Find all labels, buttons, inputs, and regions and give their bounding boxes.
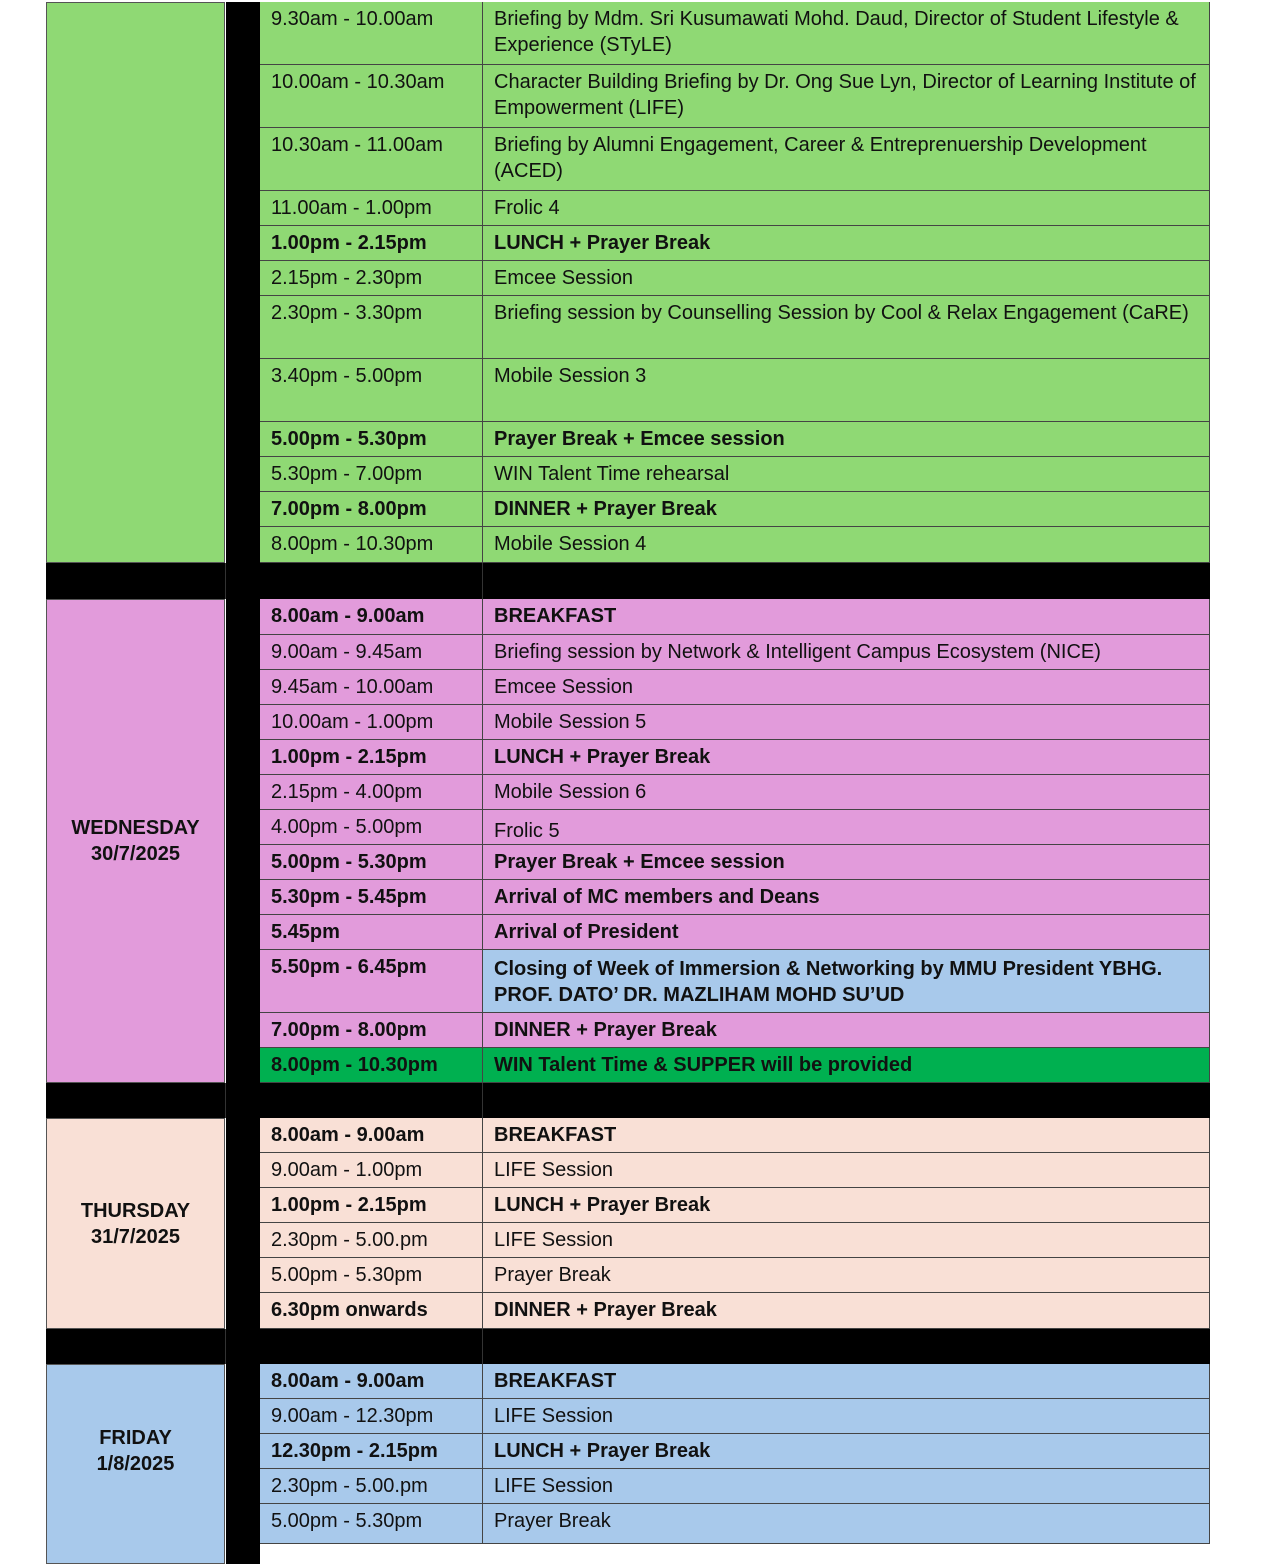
table-row — [260, 1434, 1210, 1469]
table-row — [260, 775, 1210, 810]
time-cell: 9.00am - 1.00pm — [260, 1153, 483, 1187]
table-row — [260, 296, 1210, 359]
table-row — [260, 1153, 1210, 1188]
time-cell: 9.00am - 12.30pm — [260, 1399, 483, 1433]
time-cell: 9.45am - 10.00am — [260, 670, 483, 704]
activity-cell: Briefing session by Network & Intelligent Campus Ecosystem (NICE) — [483, 635, 1210, 669]
time-cell: 8.00pm - 10.30pm — [260, 527, 483, 562]
table-row — [260, 705, 1210, 740]
activity-cell: WIN Talent Time & SUPPER will be provided — [483, 1048, 1210, 1082]
activity-cell: Prayer Break + Emcee session — [483, 845, 1210, 879]
time-cell: 9.30am - 10.00am — [260, 2, 483, 64]
activity-cell: Arrival of President — [483, 915, 1210, 949]
table-row — [260, 1188, 1210, 1223]
time-cell: 8.00am - 9.00am — [260, 1118, 483, 1152]
time-cell: 6.30pm onwards — [260, 1293, 483, 1328]
time-cell: 2.30pm - 5.00.pm — [260, 1469, 483, 1503]
activity-cell: LUNCH + Prayer Break — [483, 1188, 1210, 1222]
activity-cell: BREAKFAST — [483, 1118, 1210, 1152]
activity-cell: Prayer Break — [483, 1504, 1210, 1543]
table-row — [260, 1364, 1210, 1399]
time-cell: 2.15pm - 4.00pm — [260, 775, 483, 809]
day-date: 30/7/2025 — [91, 843, 180, 865]
time-cell: 5.00pm - 5.30pm — [260, 422, 483, 456]
day-block-thursday — [46, 1118, 1210, 1329]
black-strip — [226, 599, 260, 1083]
day-label: THURSDAY — [80, 1199, 191, 1222]
table-row — [260, 915, 1210, 950]
table-row — [260, 2, 1210, 65]
table-row — [260, 1504, 1210, 1544]
table-row — [260, 880, 1210, 915]
time-cell: 8.00am - 9.00am — [260, 599, 483, 634]
table-row — [260, 527, 1210, 563]
activity-cell: LUNCH + Prayer Break — [483, 740, 1210, 774]
time-cell: 1.00pm - 2.15pm — [260, 226, 483, 260]
time-cell: 11.00am - 1.00pm — [260, 191, 483, 225]
time-cell: 7.00pm - 8.00pm — [260, 492, 483, 526]
activity-cell: Briefing session by Counselling Session by Cool & Relax Engagement (CaRE) — [483, 296, 1210, 358]
time-cell: 1.00pm - 2.15pm — [260, 740, 483, 774]
activity-cell: DINNER + Prayer Break — [483, 492, 1210, 526]
time-cell: 5.30pm - 5.45pm — [260, 880, 483, 914]
table-row — [260, 1399, 1210, 1434]
table-row — [260, 492, 1210, 527]
table-row — [260, 810, 1210, 845]
time-cell: 10.00am - 1.00pm — [260, 705, 483, 739]
table-row — [260, 457, 1210, 492]
activity-cell: Briefing by Mdm. Sri Kusumawati Mohd. Daud, Director of Student Lifestyle & Experience (STyLE) — [483, 2, 1210, 64]
time-cell: 5.45pm — [260, 915, 483, 949]
time-cell: 5.30pm - 7.00pm — [260, 457, 483, 491]
table-row — [260, 599, 1210, 635]
activity-cell: Emcee Session — [483, 670, 1210, 704]
time-cell: 1.00pm - 2.15pm — [260, 1188, 483, 1222]
day-cell — [46, 1364, 225, 1564]
black-strip — [226, 1364, 260, 1564]
day-separator — [46, 1083, 1210, 1118]
activity-cell: Prayer Break + Emcee session — [483, 422, 1210, 456]
activity-cell: BREAKFAST — [483, 599, 1210, 634]
table-row — [260, 422, 1210, 457]
day-label: WEDNESDAY — [71, 817, 200, 839]
time-cell: 2.30pm - 3.30pm — [260, 296, 483, 358]
day-cell — [46, 2, 225, 563]
table-row — [260, 845, 1210, 880]
time-cell: 9.00am - 9.45am — [260, 635, 483, 669]
time-cell: 3.40pm - 5.00pm — [260, 359, 483, 421]
time-cell: 12.30pm - 2.15pm — [260, 1434, 483, 1468]
table-row — [260, 65, 1210, 128]
table-row — [260, 1293, 1210, 1329]
activity-cell: Prayer Break — [483, 1258, 1210, 1292]
activity-cell: Character Building Briefing by Dr. Ong Sue Lyn, Director of Learning Institute of Empowerment (LIFE) — [483, 65, 1210, 127]
time-cell: 10.00am - 10.30am — [260, 65, 483, 127]
day-date: 1/8/2025 — [96, 1453, 175, 1475]
table-row — [260, 191, 1210, 226]
time-cell: 5.00pm - 5.30pm — [260, 1504, 483, 1543]
time-cell: 4.00pm - 5.00pm — [260, 810, 483, 844]
activity-cell: Emcee Session — [483, 261, 1210, 295]
table-row — [260, 1223, 1210, 1258]
time-cell: 10.30am - 11.00am — [260, 128, 483, 190]
time-cell: 8.00am - 9.00am — [260, 1364, 483, 1398]
table-row — [260, 1258, 1210, 1293]
activity-cell: LIFE Session — [483, 1153, 1210, 1187]
activity-cell: Closing of Week of Immersion & Networking by MMU President YBHG. PROF. DATO’ DR. MAZLIHAM MOHD SU’UD — [483, 950, 1210, 1012]
table-row — [260, 226, 1210, 261]
day-cell — [46, 1118, 225, 1329]
time-cell: 8.00pm - 10.30pm — [260, 1048, 483, 1082]
time-cell: 5.00pm - 5.30pm — [260, 845, 483, 879]
table-row — [260, 1048, 1210, 1083]
activity-cell: Arrival of MC members and Deans — [483, 880, 1210, 914]
activity-cell: WIN Talent Time rehearsal — [483, 457, 1210, 491]
table-row — [260, 1013, 1210, 1048]
activity-cell: DINNER + Prayer Break — [483, 1013, 1210, 1047]
table-row — [260, 1469, 1210, 1504]
black-strip — [226, 1118, 260, 1329]
activity-cell: Briefing by Alumni Engagement, Career & Entreprenuership Development (ACED) — [483, 128, 1210, 190]
day-block-continued — [46, 2, 1210, 563]
activity-cell: LIFE Session — [483, 1223, 1210, 1257]
activity-cell: Mobile Session 4 — [483, 527, 1210, 562]
time-cell: 5.00pm - 5.30pm — [260, 1258, 483, 1292]
table-row — [260, 635, 1210, 670]
table-row — [260, 261, 1210, 296]
day-separator — [46, 1329, 1210, 1364]
activity-cell: LIFE Session — [483, 1469, 1210, 1503]
activity-cell: LIFE Session — [483, 1399, 1210, 1433]
activity-cell: Mobile Session 5 — [483, 705, 1210, 739]
activity-cell: BREAKFAST — [483, 1364, 1210, 1398]
day-separator — [46, 563, 1210, 599]
table-row — [260, 670, 1210, 705]
day-label: FRIDAY — [99, 1427, 172, 1449]
day-cell — [46, 599, 225, 1083]
activity-cell: Frolic 4 — [483, 191, 1210, 225]
day-date: 31/7/2025 — [91, 1225, 180, 1248]
activity-cell: Mobile Session 6 — [483, 775, 1210, 809]
table-row — [260, 359, 1210, 422]
table-row — [260, 1118, 1210, 1153]
table-row — [260, 128, 1210, 191]
time-cell: 7.00pm - 8.00pm — [260, 1013, 483, 1047]
activity-cell: DINNER + Prayer Break — [483, 1293, 1210, 1328]
day-block-wednesday — [46, 599, 1210, 1083]
table-row — [260, 740, 1210, 775]
day-block-friday — [46, 1364, 1210, 1544]
activity-cell: LUNCH + Prayer Break — [483, 226, 1210, 260]
time-cell: 5.50pm - 6.45pm — [260, 950, 483, 1012]
time-cell: 2.15pm - 2.30pm — [260, 261, 483, 295]
activity-cell: LUNCH + Prayer Break — [483, 1434, 1210, 1468]
time-cell: 2.30pm - 5.00.pm — [260, 1223, 483, 1257]
black-strip — [226, 2, 260, 563]
activity-cell: Frolic 5 — [483, 810, 1210, 844]
table-row — [260, 950, 1210, 1013]
activity-cell: Mobile Session 3 — [483, 359, 1210, 421]
